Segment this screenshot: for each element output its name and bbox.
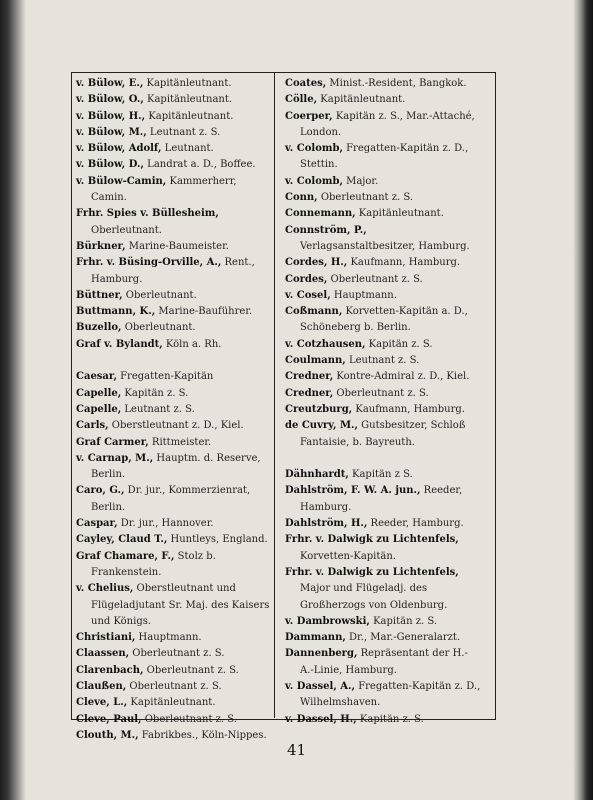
directory-entry <box>76 141 272 157</box>
entry-name: v. Colomb, <box>285 143 343 155</box>
entry-name: Bürkner, <box>76 240 126 252</box>
directory-entry <box>76 174 272 207</box>
directory-entry <box>285 304 481 337</box>
entry-name: Carls, <box>76 420 109 432</box>
entry-name: Capelle, <box>76 387 122 399</box>
directory-entry <box>285 630 481 646</box>
directory-entry <box>76 646 272 662</box>
entry-description: Kammerherr, Camin. <box>91 175 237 204</box>
directory-entry <box>285 467 481 483</box>
directory-entry <box>76 386 272 402</box>
entry-description: Major und Flügeladj. des Großherzogs von Oldenburg. <box>300 583 448 611</box>
directory-entry <box>285 565 481 614</box>
directory-entry <box>285 402 481 418</box>
directory-entry <box>285 255 481 271</box>
page-number: 41 <box>286 741 307 759</box>
directory-entry <box>76 712 272 728</box>
entry-name: Graf v. Bylandt, <box>76 338 163 350</box>
entry-description: Rent., Hamburg. <box>91 257 255 285</box>
entry-name: Claußen, <box>76 680 127 692</box>
directory-entry <box>285 272 481 288</box>
entry-name: Buzello, <box>76 322 122 334</box>
entry-name: v. Colomb, <box>285 175 343 187</box>
entry-name: v. Bülow-Camin, <box>76 175 167 187</box>
entry-description: Marine-Bauführer. <box>155 306 253 318</box>
entry-description: Oberleutnant z. S. <box>327 273 423 285</box>
entry-name: Connemann, <box>285 208 356 220</box>
entry-name: v. Bülow, Adolf, <box>76 143 162 155</box>
directory-entry <box>76 435 272 451</box>
directory-entry <box>285 386 481 402</box>
directory-entry <box>285 223 481 256</box>
directory-entry <box>76 320 272 336</box>
entry-name: Cleve, Paul, <box>76 713 142 725</box>
entry-name: Creutzburg, <box>285 403 353 415</box>
directory-entry <box>76 369 272 385</box>
entry-description: Kapitän z. S. <box>356 713 424 725</box>
directory-entry <box>285 483 481 516</box>
directory-entry <box>285 288 481 304</box>
entry-description: Oberstleutnant z. D., Kiel. <box>108 420 244 432</box>
entry-description: Kapitän z. S. <box>365 338 433 350</box>
entry-name: Frhr. v. Büsing-Orville, A., <box>76 257 222 269</box>
directory-entry <box>76 337 272 353</box>
entry-description: Kapitän z. S., Mar.-Attaché, London. <box>300 110 475 138</box>
directory-entry <box>285 190 481 206</box>
entry-description: Oberleutnant z. S. <box>126 680 222 692</box>
entry-description: Leutnant z. S. <box>146 126 221 138</box>
directory-entry <box>285 141 481 174</box>
directory-entry <box>76 402 272 418</box>
entry-name: Dannenberg, <box>285 648 358 660</box>
entry-name: Dammann, <box>285 632 346 644</box>
entry-description: Fregatten-Kapitän z. D., Wilhelmshaven. <box>300 680 481 709</box>
entry-name: v. Dambrowski, <box>285 615 370 627</box>
entry-description: Dr. jur., Kommerzienrat, Berlin. <box>91 485 251 513</box>
entry-name: v. Cosel, <box>285 289 331 301</box>
entry-description: Repräsentant der H.-A.-Linie, Hamburg. <box>300 648 468 676</box>
entry-description: Korvetten-Kapitän a. D., Schöneberg b. Berlin. <box>300 306 468 334</box>
directory-entry <box>285 516 481 532</box>
entry-description: Stolz b. Frankenstein. <box>91 550 216 578</box>
directory-entry <box>285 532 481 565</box>
entry-description: Oberleutnant z. S. <box>143 664 239 676</box>
entry-name: v. Chelius, <box>76 583 134 595</box>
directory-entry <box>76 532 272 548</box>
entry-description: Oberleutnant. <box>121 322 196 334</box>
entry-name: Dahlström, F. W. A. jun., <box>285 485 421 497</box>
directory-entry <box>76 125 272 141</box>
entry-name: de Cuvry, M., <box>285 420 358 432</box>
entry-name: v. Bülow, E., <box>76 78 144 89</box>
entry-name: Cayley, Claud T., <box>76 534 168 546</box>
entry-description: Leutnant z. S. <box>121 403 195 415</box>
entry-name: v. Dassel, A., <box>285 680 356 692</box>
entry-description: Oberleutnant z. S. <box>141 713 237 725</box>
entry-name: Connström, P., <box>285 224 367 236</box>
directory-entry <box>76 304 272 320</box>
directory-entry <box>76 157 272 173</box>
entry-description: Kapitän z S. <box>348 469 413 481</box>
entry-description: Hauptmann. <box>330 289 397 301</box>
entry-description: Kapitänleutnant. <box>143 78 232 89</box>
entry-name: v. Bülow, O., <box>76 94 144 106</box>
directory-entry <box>285 418 481 451</box>
directory-entry <box>285 712 481 728</box>
entry-description: Kapitänleutnant. <box>317 94 406 106</box>
entry-description: Oberstleutnant und Flügeladjutant Sr. Maj. des Kaisers und Königs. <box>91 583 270 627</box>
directory-entry <box>76 206 272 239</box>
entry-name: Cleve, L., <box>76 697 128 709</box>
entry-description: Dr. jur., Hannover. <box>117 518 214 530</box>
entry-name: v. Bülow, H., <box>76 110 146 122</box>
entry-description: Oberleutnant z. S. <box>129 648 225 660</box>
directory-entry <box>76 109 272 125</box>
directory-entry <box>285 206 481 222</box>
entry-name: Dähnhardt, <box>285 469 349 481</box>
entry-description: Kapitänleutnant. <box>143 94 233 106</box>
entry-name: Frhr. v. Dalwigk zu Lichtenfels, <box>285 566 459 578</box>
directory-entry <box>285 76 481 92</box>
directory-entry <box>285 679 481 712</box>
entry-description: Hauptm. d. Reserve, Berlin. <box>91 452 261 481</box>
directory-entry <box>76 239 272 255</box>
entry-name: Caesar, <box>76 371 117 383</box>
entry-description: Kapitänleutnant. <box>127 697 216 709</box>
entry-name: Caspar, <box>76 518 118 530</box>
entry-name: Claassen, <box>76 648 130 660</box>
entry-description: Dr., Mar.-Generalarzt. <box>345 632 461 644</box>
entry-description: Kapitänleutnant. <box>145 110 234 122</box>
entry-description: Köln a. Rh. <box>162 338 222 350</box>
entry-description: Kapitän z. S. <box>369 615 437 627</box>
entry-name: Credner, <box>285 371 334 383</box>
directory-entry <box>76 288 272 304</box>
entry-description: Hauptmann. <box>135 632 202 644</box>
entry-name: Credner, <box>285 387 334 399</box>
book-spine-shadow <box>0 0 26 800</box>
entry-description: Kaufmann, Hamburg. <box>347 257 461 269</box>
entry-name: Cordes, <box>285 273 328 285</box>
entry-name: v. Bülow, M., <box>76 126 147 138</box>
directory-entry <box>76 630 272 646</box>
directory-entry <box>76 516 272 532</box>
directory-entry <box>285 109 481 142</box>
directory-entry <box>285 337 481 353</box>
entry-description: Major. <box>342 175 379 187</box>
directory-entry <box>76 451 272 484</box>
entry-description: Reeder, Hamburg. <box>367 518 464 530</box>
directory-entry <box>76 483 272 516</box>
page-edge-shadow <box>573 0 593 800</box>
entry-name: Graf Carmer, <box>76 436 149 448</box>
entry-description: Kapitän z. S. <box>121 387 189 399</box>
entry-description: Oberleutnant. <box>91 224 162 236</box>
directory-entry <box>285 92 481 108</box>
entry-description: Rittmeister. <box>148 436 212 448</box>
entry-name: Büttner, <box>76 289 123 301</box>
entry-description: Gutsbesitzer, Schloß Fantaisie, b. Bayreuth. <box>300 420 466 448</box>
directory-entry <box>76 663 272 679</box>
entry-name: Conn, <box>285 192 318 204</box>
entry-name: Capelle, <box>76 403 122 415</box>
entry-name: Coates, <box>285 78 327 89</box>
entry-description: Verlagsanstaltbesitzer, Hamburg. <box>300 240 470 252</box>
directory-entry <box>76 581 272 630</box>
entry-name: v. Dassel, H., <box>285 713 357 725</box>
entry-name: Buttmann, K., <box>76 306 156 318</box>
entry-name: Cordes, H., <box>285 257 348 269</box>
directory-entry <box>76 92 272 108</box>
entry-description: Leutnant z. S. <box>345 355 420 367</box>
directory-entry <box>76 255 272 288</box>
entry-description: Reeder, Hamburg. <box>300 485 463 513</box>
entry-description: Oberleutnant z. S. <box>317 192 414 204</box>
column-divider <box>274 72 275 718</box>
directory-entry <box>76 679 272 695</box>
entry-description: Kapitänleutnant. <box>355 208 444 220</box>
entry-description: Fregatten-Kapitän z. D., Stettin. <box>300 143 469 171</box>
directory-entry <box>76 695 272 711</box>
directory-entry <box>285 369 481 385</box>
entry-name: Christiani, <box>76 632 136 644</box>
entry-description: Kontre-Admiral z. D., Kiel. <box>333 371 470 383</box>
entry-name: Clarenbach, <box>76 664 144 676</box>
entry-name: Frhr. Spies v. Büllesheim, <box>76 208 219 220</box>
entry-description: Landrat a. D., Boffee. <box>144 159 256 171</box>
entry-name: Graf Chamare, F., <box>76 550 175 562</box>
entry-description: Marine-Baumeister. <box>125 240 229 252</box>
entry-name: Caro, G., <box>76 485 125 497</box>
entry-description: Oberleutnant z. S. <box>333 387 429 399</box>
directory-entry <box>76 549 272 582</box>
entry-description: Oberleutnant. <box>122 289 197 301</box>
entry-name: Cölle, <box>285 94 318 106</box>
entry-name: Dahlström, H., <box>285 518 368 530</box>
entry-name: Coulmann, <box>285 355 346 367</box>
entry-name: Frhr. v. Dalwigk zu Lichtenfels, <box>285 534 459 546</box>
entry-name: Coerper, <box>285 110 333 122</box>
directory-entry <box>285 646 481 679</box>
directory-entry <box>76 76 272 92</box>
entry-name: v. Carnap, M., <box>76 452 154 464</box>
directory-entry <box>285 174 481 190</box>
entry-name: Clouth, M., <box>76 729 139 741</box>
entry-description: Kaufmann, Hamburg. <box>352 403 465 415</box>
entry-description: Fabrikbes., Köln-Nippes. <box>138 729 267 741</box>
entry-name: Coßmann, <box>285 306 343 318</box>
entry-description: Minist.-Resident, Bangkok. <box>326 78 467 89</box>
entry-description: Huntleys, England. <box>167 534 268 546</box>
directory-entry <box>285 353 481 369</box>
entry-name: v. Cotzhausen, <box>285 338 366 350</box>
entry-description: Fregatten-Kapitän <box>116 371 214 383</box>
right-column <box>285 76 481 725</box>
directory-entry <box>76 418 272 434</box>
left-column <box>76 76 272 741</box>
entry-description: Leutnant. <box>161 143 214 155</box>
entry-description: Korvetten-Kapitän. <box>300 550 396 562</box>
entry-name: v. Bülow, D., <box>76 159 144 171</box>
directory-entry <box>285 614 481 630</box>
